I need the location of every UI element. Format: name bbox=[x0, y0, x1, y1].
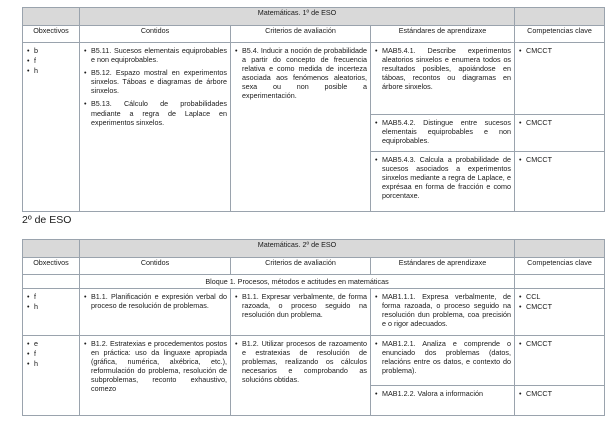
standard-cell bbox=[371, 386, 515, 416]
competence-cell bbox=[515, 43, 605, 115]
standard-cell bbox=[371, 115, 515, 152]
objective-item: • f bbox=[27, 292, 76, 301]
standard-cell bbox=[371, 336, 515, 386]
standard-item: • MAB1.1.1. Expresa verbalmente, de forma razoada, o proceso seguido na resolución dun problema, coa precisión e o rigor adecuados. bbox=[375, 292, 511, 328]
competence-item: • CCL bbox=[519, 292, 601, 301]
table-2-empty-corner-right bbox=[515, 240, 605, 258]
objectives-cell bbox=[23, 336, 80, 416]
objective-item: • h bbox=[27, 302, 76, 311]
table-2-empty-corner bbox=[23, 240, 80, 258]
objectives-cell bbox=[23, 289, 80, 336]
header-criteria: Criterios de avaliación bbox=[231, 258, 371, 275]
contents-cell bbox=[80, 43, 231, 212]
content-item: • B5.13. Cálculo de probabilidades mediante a regra de Laplace en experimentos sinxelos. bbox=[84, 99, 227, 126]
competence-cell bbox=[515, 289, 605, 336]
content-item: • B1.2. Estratexias e procedementos postos en práctica: uso da linguaxe apropiada (gráfica, numérica, alxébrica, etc.), reformulación do problema, resolución de subproblemas, reconto exhaustivo, comezo bbox=[84, 339, 227, 394]
header-standards: Estándares de aprendizaxe bbox=[371, 258, 515, 275]
objective-item: • f bbox=[27, 349, 76, 358]
competence-cell bbox=[515, 386, 605, 416]
competence-item: • CMCCT bbox=[519, 118, 601, 127]
content-item: • B1.1. Planificación e expresión verbal do proceso de resolución de problemas. bbox=[84, 292, 227, 310]
table-2-title: Matemáticas. 2º de ESO bbox=[80, 240, 515, 258]
content-item: • B5.11. Sucesos elementais equiprobables e non equiprobables. bbox=[84, 46, 227, 64]
competence-cell bbox=[515, 336, 605, 386]
competence-item: • CMCCT bbox=[519, 302, 601, 311]
block-empty-cell bbox=[515, 275, 605, 289]
block-empty-cell bbox=[23, 275, 80, 289]
table-1-empty-corner bbox=[23, 8, 80, 26]
objective-item: • b bbox=[27, 46, 76, 55]
criteria-cell bbox=[231, 43, 371, 212]
standard-item: • MAB5.4.2. Distingue entre sucesos elementais equiprobables e non equiprobables. bbox=[375, 118, 511, 145]
header-objectives: Obxectivos bbox=[23, 258, 80, 275]
competence-item: • CMCCT bbox=[519, 155, 601, 164]
competence-item: • CMCCT bbox=[519, 46, 601, 55]
standard-cell bbox=[371, 289, 515, 336]
header-standards: Estándares de aprendizaxe bbox=[371, 26, 515, 43]
criteria-item: • B5.4. Inducir a noción de probabilidade a partir do concepto de frecuencia relativa e como medida de incerteza asociada aos fenómenos aleatorios, sexa ou non posible a experimentación. bbox=[235, 46, 367, 101]
criteria-cell bbox=[231, 289, 371, 336]
contents-cell bbox=[80, 336, 231, 416]
curriculum-table-2 bbox=[22, 239, 605, 416]
block-title: Bloque 1. Procesos, métodos e actitudes en matemáticas bbox=[80, 275, 515, 289]
header-competences: Competencias clave bbox=[515, 258, 605, 275]
standard-item: • MAB1.2.2. Valora a información bbox=[375, 389, 511, 398]
objectives-cell bbox=[23, 43, 80, 212]
competence-item: • CMCCT bbox=[519, 339, 601, 348]
curriculum-table-1 bbox=[22, 7, 605, 212]
objective-item: • h bbox=[27, 66, 76, 75]
criteria-cell bbox=[231, 336, 371, 416]
header-competences: Competencias clave bbox=[515, 26, 605, 43]
standard-item: • MAB5.4.3. Calcula a probabilidade de sucesos asociados a experimentos sinxelos mediante a regra de Laplace, e exprésaa en forma de fracción e como porcentaxe. bbox=[375, 155, 511, 200]
header-objectives: Obxectivos bbox=[23, 26, 80, 43]
competence-cell bbox=[515, 152, 605, 212]
standard-item: • MAB1.2.1. Analiza e comprende o enunciado dos problemas (datos, relacións entre os datos, e contexto do problema). bbox=[375, 339, 511, 375]
standard-item: • MAB5.4.1. Describe experimentos aleatorios sinxelos e enumera todos os resultados posibles, apoiándose en táboas, recontos ou diagramas en árbore sinxelos. bbox=[375, 46, 511, 91]
standard-cell bbox=[371, 152, 515, 212]
objective-item: • e bbox=[27, 339, 76, 348]
competence-cell bbox=[515, 115, 605, 152]
criteria-item: • B1.2. Utilizar procesos de razoamento e estratexias de resolución de problemas, realizando os cálculos necesarios e comprobando as solucións obtidas. bbox=[235, 339, 367, 384]
competence-item: • CMCCT bbox=[519, 389, 601, 398]
header-contents: Contidos bbox=[80, 26, 231, 43]
objective-item: • f bbox=[27, 56, 76, 65]
header-contents: Contidos bbox=[80, 258, 231, 275]
header-criteria: Criterios de avaliación bbox=[231, 26, 371, 43]
section-heading: 2º de ESO bbox=[22, 214, 72, 226]
table-1-empty-corner-right bbox=[515, 8, 605, 26]
objective-item: • h bbox=[27, 359, 76, 368]
standard-cell bbox=[371, 43, 515, 115]
table-1-title: Matemáticas. 1º de ESO bbox=[80, 8, 515, 26]
content-item: • B5.12. Espazo mostral en experimentos sinxelos. Táboas e diagramas de árbore sinxelos. bbox=[84, 68, 227, 95]
contents-cell bbox=[80, 289, 231, 336]
criteria-item: • B1.1. Expresar verbalmente, de forma razoada, o proceso seguido na resolución dun problema. bbox=[235, 292, 367, 319]
